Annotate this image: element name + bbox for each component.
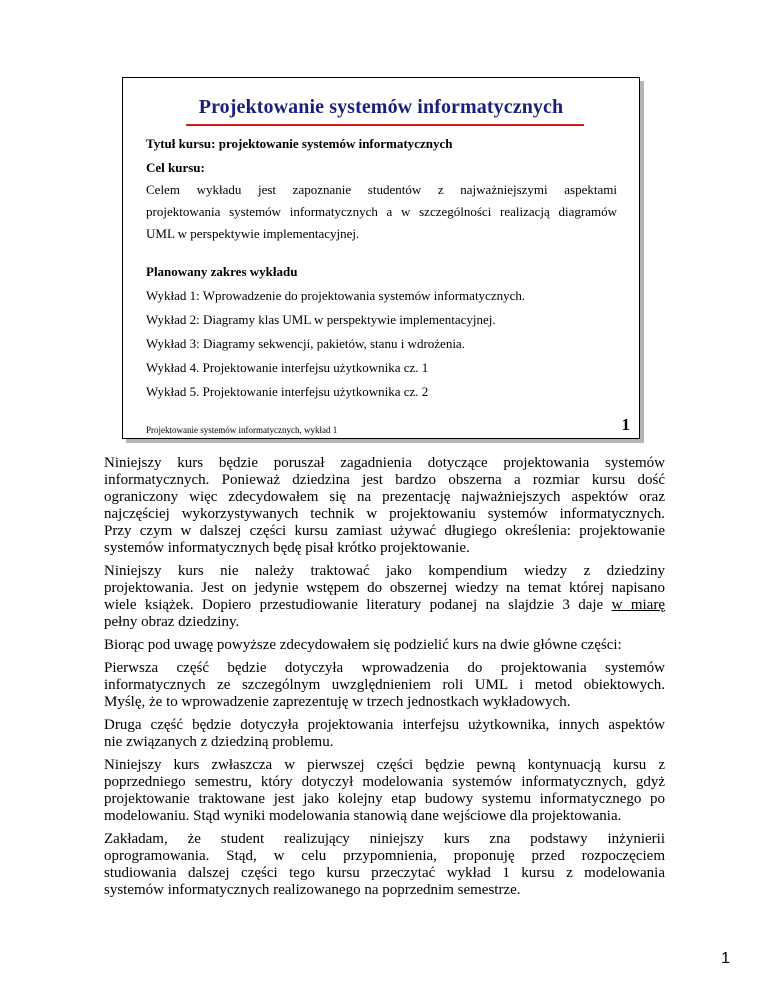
notes-paragraph: Pierwsza część będzie dotyczyła wprowadzenia do projektowania systemów informatycznych ze szczególnym uwzględnieniem roli UML i metod obiektowych. Myślę, że to wprowadzenie zaprezentuję w trzech jednostkach wykładowych. [104,660,665,710]
slide-title: Projektowanie systemów informatycznych [198,96,564,118]
goal-heading: Cel kursu: [146,160,205,175]
notes-paragraph: Biorąc pod uwagę powyższe zdecydowałem się podzielić kurs na dwie główne części: [104,637,622,653]
slide-frame [122,77,640,439]
lecture-item: Wykład 5. Projektowanie interfejsu użytkownika cz. 2 [146,384,429,399]
slide-footer: Projektowanie systemów informatycznych, wykład 1 [146,425,338,435]
notes-paragraph: Zakładam, że student realizujący niniejszy kurs zna podstawy inżynierii oprogramowania. Stąd, w celu przypomnienia, proponuję przed rozpoczęciem studiowania dalszej części tego kursu przeczytać wykład 1 kursu z modelowania systemów informatycznych realizowanego na poprzednim semestrze. [104,831,665,898]
scope-heading: Planowany zakres wykładu [146,264,298,279]
goal-line: projektowania systemów informatycznych a w szczególności realizacją diagramów [146,204,617,219]
notes-paragraph: Niniejszy kurs będzie poruszał zagadnienia dotyczące projektowania systemów informatycznych. Ponieważ dziedzina jest bardzo obszerna a rozmiar kursu dość ograniczony więc zdecydowałem się na prezentację najważniejszych aspektów oraz najczęściej wykorzystywanych technik w projektowaniu systemów informatycznych. Przy czym w dalszej części kursu zamiast używać długiego określenia: projektowanie systemów informatycznych będę pisał krótko projektowanie. [104,455,665,556]
course-title: Tytuł kursu: projektowanie systemów informatycznych [146,136,453,151]
notes-paragraph: Niniejszy kurs nie należy traktować jako kompendium wiedzy z dziedziny projektowania. Jest on jedynie wstępem do obszernej wiedzy na temat której napisano wiele książek. Dopiero przestudiowanie literatury podanej na slajdzie 3 daje w miarę pełny obraz dziedziny. [104,563,665,630]
lecture-item: Wykład 1: Wprowadzenie do projektowania systemów informatycznych. [146,288,526,303]
goal-line: Celem wykładu jest zapoznanie studentów z najważniejszymi aspektami [146,182,617,197]
notes-paragraph: Druga część będzie dotyczyła projektowania interfejsu użytkownika, innych aspektów nie związanych z dziedziną problemu. [104,717,665,750]
goal-line: UML w perspektywie implementacyjnej. [146,226,360,241]
title-underline [186,124,584,126]
notes-paragraph: Niniejszy kurs zwłaszcza w pierwszej części będzie pewną kontynuacją kursu z poprzedniego semestru, który dotyczył modelowania systemów informatycznych, gdyż projektowanie traktowane jest jako kolejny etap budowy systemu informatycznego po modelowaniu. Stąd wyniki modelowania stanowią dane wejściowe dla projektowania. [104,757,665,824]
goal-text [146,180,617,246]
page-number: 1 [721,950,730,967]
slide-number: 1 [621,415,630,434]
lecture-notes [104,455,665,905]
underlined-text: w miarę [611,597,665,613]
lecture-item: Wykład 4. Projektowanie interfejsu użytkownika cz. 1 [146,360,429,375]
lecture-item: Wykład 3: Diagramy sekwencji, pakietów, stanu i wdrożenia. [146,336,465,351]
lecture-item: Wykład 2: Diagramy klas UML w perspektywie implementacyjnej. [146,312,496,327]
